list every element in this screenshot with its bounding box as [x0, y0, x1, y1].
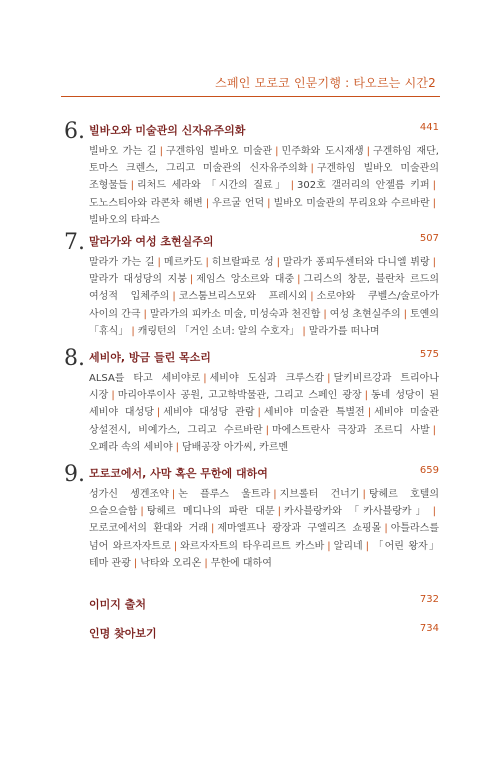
- section-entry[interactable]: 메르카도: [163, 257, 203, 268]
- section-entry[interactable]: 그리스의 창문, 블란차 르드의 여성적 입체주의: [89, 274, 439, 303]
- separator: |: [323, 308, 327, 320]
- separator: |: [133, 557, 138, 569]
- section-entry[interactable]: 세비야 도심과 크루스캄: [209, 373, 325, 384]
- separator: |: [210, 523, 215, 535]
- section-entry[interactable]: 세비야 미술관 상설전시, 비예가스, 그리고 수르바란: [89, 407, 440, 436]
- separator: |: [173, 540, 178, 552]
- chapter-title[interactable]: 빌바오와 미술관의 신자유주의화: [89, 124, 246, 137]
- section-entry[interactable]: 제임스 앙소르와 대중: [196, 274, 295, 286]
- separator: |: [205, 257, 209, 268]
- chapter-items: [89, 486, 439, 572]
- section-entry[interactable]: 「어린 왕자」 테마 관광: [89, 540, 439, 569]
- separator: |: [367, 407, 372, 419]
- section-entry[interactable]: 달키비르강과 트리아나 시장: [89, 373, 439, 402]
- section-entry[interactable]: 모로코에서의 환대와 거래: [89, 523, 208, 535]
- chapter-items: [89, 254, 439, 340]
- header-rule: [61, 96, 440, 97]
- section-entry[interactable]: 말라가 대성당의 지붕: [89, 274, 187, 286]
- section-entry[interactable]: 히브랄파로 성: [211, 257, 274, 268]
- section-entry[interactable]: 소로야와 쿠벨스/술로아가 사이의 간극: [89, 291, 439, 320]
- section-entry[interactable]: 동네 성당이 된 세비야 대성당: [89, 390, 439, 419]
- section-entry[interactable]: 302호 갤러리의 안젤름 키퍼: [297, 180, 430, 192]
- chapter-number: 6.: [64, 119, 85, 144]
- section-entry[interactable]: 무한에 대하여: [210, 557, 272, 569]
- extra-page: 734: [419, 623, 439, 634]
- separator: |: [175, 441, 180, 453]
- section-entry[interactable]: 말라가 퐁피두센터와 다니엘 뷔랑: [283, 257, 430, 268]
- separator: |: [204, 557, 208, 569]
- separator: |: [130, 180, 135, 192]
- separator: |: [171, 489, 176, 500]
- extra-page: 732: [419, 594, 439, 605]
- section-entry[interactable]: 마리아루이사 공원, 고고학박물관, 그리고 스페인 광장: [117, 390, 362, 402]
- separator: |: [265, 424, 270, 436]
- section-entry[interactable]: 구겐하임 빌바오 미술관: [165, 146, 273, 157]
- section-entry[interactable]: 탕헤르 호텔의 으슬으슬함: [89, 489, 439, 518]
- separator: |: [366, 146, 371, 157]
- separator: |: [310, 163, 314, 175]
- chapter-number: 8.: [64, 346, 85, 371]
- section-entry[interactable]: 세비야 대성당 관람: [163, 407, 255, 419]
- separator: |: [432, 506, 436, 518]
- section-entry[interactable]: 제마엘프나 광장과 구엘리즈 쇼핑몰: [217, 523, 382, 535]
- separator: |: [156, 407, 161, 419]
- section-entry[interactable]: 성가신 셍겐조약: [89, 489, 169, 500]
- section-entry[interactable]: 알리네: [333, 540, 363, 552]
- section-entry[interactable]: ALSA를 타고 세비야로: [89, 373, 201, 384]
- separator: |: [111, 390, 115, 402]
- chapter-number: 7.: [64, 230, 85, 255]
- chapter-items: [89, 370, 439, 456]
- separator: |: [364, 390, 369, 402]
- separator: |: [273, 489, 277, 500]
- section-entry[interactable]: 빌바오 가는 길: [89, 146, 157, 157]
- section-entry[interactable]: 빌바오의 타파스: [89, 214, 160, 226]
- section-entry[interactable]: 카사블랑카와 「카사블랑카」: [284, 506, 430, 518]
- section-entry[interactable]: 빌바오 미술관의 무리요와 수르바란: [273, 197, 430, 209]
- section-entry[interactable]: 지브롤터 건너기: [279, 489, 360, 500]
- separator: |: [157, 257, 161, 268]
- separator: |: [267, 197, 271, 209]
- separator: |: [297, 274, 301, 286]
- chapter-page: 441: [419, 122, 439, 133]
- section-entry[interactable]: 와르자자트의 타우리르트 카스바: [180, 540, 325, 552]
- separator: |: [365, 540, 370, 552]
- separator: |: [205, 197, 210, 209]
- section-entry[interactable]: 오페라 속의 세비야: [89, 441, 173, 453]
- running-header: 스페인 모로코 인문기행 : 타오르는 시간2: [215, 76, 436, 90]
- separator: |: [172, 291, 176, 303]
- separator: |: [432, 257, 437, 268]
- separator: |: [143, 308, 147, 320]
- separator: |: [432, 197, 437, 209]
- separator: |: [403, 308, 407, 320]
- section-entry[interactable]: 리처드 세라와 「시간의 질료」: [137, 180, 288, 192]
- separator: |: [432, 180, 436, 192]
- separator: |: [277, 506, 281, 518]
- chapter-title[interactable]: 세비야, 방금 들린 목소리: [89, 351, 211, 364]
- section-entry[interactable]: 아틀라스를 넘어 와르자자트로: [89, 523, 439, 552]
- separator: |: [362, 489, 366, 500]
- separator: |: [159, 146, 163, 157]
- separator: |: [257, 407, 261, 419]
- section-entry[interactable]: 말라가를 떠나며: [308, 325, 380, 337]
- section-entry[interactable]: 여성 초현실주의: [329, 308, 401, 320]
- chapter-title[interactable]: 모로코에서, 사막 혹은 무한에 대하여: [89, 467, 268, 480]
- extra-name-index: [89, 622, 439, 641]
- separator: |: [432, 424, 437, 436]
- separator: |: [302, 325, 306, 337]
- separator: |: [275, 146, 279, 157]
- section-entry[interactable]: 토옌의 「휴식」: [89, 308, 439, 337]
- chapter-page: 659: [419, 465, 439, 476]
- separator: |: [189, 274, 194, 286]
- chapter-title[interactable]: 말라가와 여성 초현실주의: [89, 235, 214, 248]
- chapter-number: 9.: [64, 462, 85, 487]
- separator: |: [327, 373, 331, 384]
- extra-title[interactable]: 이미지 출처: [89, 598, 146, 611]
- chapter-page: 575: [419, 349, 439, 360]
- section-entry[interactable]: 민주화와 도시재생: [281, 146, 364, 157]
- section-entry[interactable]: 말라가 가는 길: [89, 257, 155, 268]
- extra-image-credits: [89, 593, 439, 612]
- section-entry[interactable]: 우르굴 언덕: [212, 197, 265, 209]
- section-entry[interactable]: 캐링턴의 「거인 소녀: 알의 수호자」: [137, 325, 300, 337]
- separator: |: [327, 540, 331, 552]
- section-entry[interactable]: 도노스티아와 라콘차 해변: [89, 197, 203, 209]
- separator: |: [290, 180, 294, 192]
- extra-title[interactable]: 인명 찾아보기: [89, 627, 157, 640]
- section-entry[interactable]: 코스툼브리스모와 프레시외: [178, 291, 308, 303]
- separator: |: [140, 506, 144, 518]
- chapter-page: 507: [419, 233, 439, 244]
- separator: |: [276, 257, 281, 268]
- chapter-items: [89, 143, 439, 229]
- section-entry[interactable]: 구겐하임 재단, 토마스 크렌스, 그리고 미술관의 신자유주의화: [89, 146, 439, 175]
- section-entry[interactable]: 마에스트란사 극장과 조르디 사발: [272, 424, 430, 436]
- section-entry[interactable]: 말라가의 피카소 미술, 미성숙과 천진함: [149, 308, 321, 320]
- separator: |: [203, 373, 207, 384]
- section-entry[interactable]: 논 플루스 울트라: [178, 489, 271, 500]
- section-entry[interactable]: 담배공장 아가씨, 카르멘: [182, 441, 289, 453]
- section-entry[interactable]: 세비야 미술관 특별전: [263, 407, 365, 419]
- section-entry[interactable]: 구겐하임 빌바오 미술관의 조형물들: [89, 163, 439, 192]
- section-entry[interactable]: 탕헤르 메디나의 파란 대문: [146, 506, 275, 518]
- separator: |: [131, 325, 135, 337]
- section-entry[interactable]: 낙타와 오리온: [140, 557, 202, 569]
- separator: |: [384, 523, 388, 535]
- separator: |: [310, 291, 314, 303]
